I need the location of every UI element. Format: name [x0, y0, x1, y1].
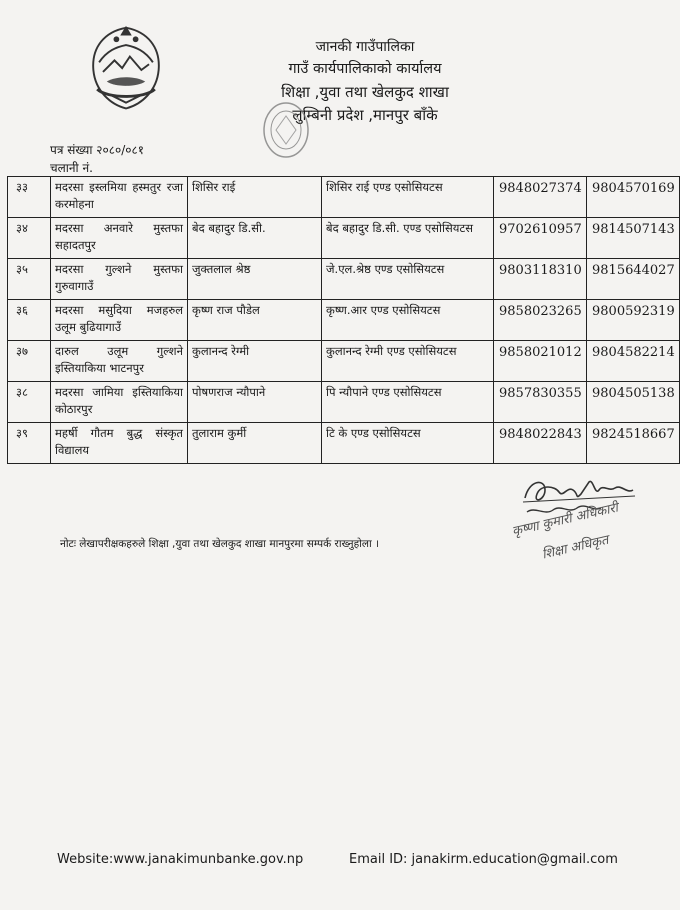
table-row	[8, 177, 680, 218]
cell-institution: मदरसा जामिया इस्तियाकिया कोठारपुर	[51, 382, 188, 423]
cell-serial: ३८	[8, 382, 51, 423]
cell-phone-2: 9824518667	[587, 423, 680, 464]
contact-note: नोटः लेखापरीक्षकहरुले शिक्षा ,युवा तथा खेलकुद शाखा मानपुरमा सम्पर्क राख्नुहोला ।	[60, 538, 380, 550]
header-office: गाउँ कार्यपालिकाको कार्यालय	[288, 61, 442, 77]
cell-firm: जे.एल.श्रेष्ठ एण्ड एसोसियटस	[322, 259, 494, 300]
cell-firm: पि न्यौपाने एण्ड एसोसियटस	[322, 382, 494, 423]
cell-phone-2: 9800592319	[587, 300, 680, 341]
cell-phone-2: 9804582214	[587, 341, 680, 382]
cell-auditor: तुलाराम कुर्मी	[188, 423, 322, 464]
table-row	[8, 218, 680, 259]
cell-phone-1: 9803118310	[494, 259, 587, 300]
cell-institution: महर्षी गौतम बुद्ध संस्कृत विद्यालय	[51, 423, 188, 464]
cell-institution: मदरसा इस्लमिया हस्मतुर रजा करमोहना	[51, 177, 188, 218]
cell-phone-1: 9848027374	[494, 177, 587, 218]
cell-phone-1: 9702610957	[494, 218, 587, 259]
footer-website: Website:www.janakimunbanke.gov.np	[57, 852, 304, 867]
cell-phone-1: 9848022843	[494, 423, 587, 464]
reference-block	[50, 141, 144, 177]
cell-institution: दारुल उलूम गुल्शने इस्तियाकिया भाटनपुर	[51, 341, 188, 382]
cell-firm: कृष्ण.आर एण्ड एसोसियटस	[322, 300, 494, 341]
cell-serial: ३३	[8, 177, 51, 218]
office-stamp-icon	[262, 100, 310, 160]
cell-institution: मदरसा गुल्शने मुस्तफा गुरुवागाउँ	[51, 259, 188, 300]
header-address: लुम्बिनी प्रदेश ,मानपुर बाँके	[292, 106, 438, 124]
cell-auditor: शिसिर राई	[188, 177, 322, 218]
cell-auditor: पोषणराज न्यौपाने	[188, 382, 322, 423]
letter-number: पत्र संख्या २०८०/०८१	[50, 143, 144, 157]
dispatch-number: चलानी नं.	[50, 161, 93, 175]
nepal-government-emblem-icon	[78, 22, 174, 118]
auditor-table	[7, 176, 680, 464]
cell-firm: बेद बहादुर डि.सी. एण्ड एसोसियटस	[322, 218, 494, 259]
cell-serial: ३७	[8, 341, 51, 382]
table-row	[8, 341, 680, 382]
signatory-name: कृष्णा कुमारी अधिकारी	[510, 500, 620, 540]
cell-institution: मदरसा अनवारे मुस्तफा सहादतपुर	[51, 218, 188, 259]
cell-phone-1: 9857830355	[494, 382, 587, 423]
cell-auditor: जुक्तलाल श्रेष्ठ	[188, 259, 322, 300]
cell-serial: ३६	[8, 300, 51, 341]
table-row	[8, 259, 680, 300]
table-row	[8, 382, 680, 423]
cell-serial: ३९	[8, 423, 51, 464]
cell-firm: टि के एण्ड एसोसियटस	[322, 423, 494, 464]
cell-firm: कुलानन्द रेग्मी एण्ड एसोसियटस	[322, 341, 494, 382]
cell-phone-2: 9815644027	[587, 259, 680, 300]
cell-firm: शिसिर राई एण्ड एसोसियटस	[322, 177, 494, 218]
cell-phone-2: 9814507143	[587, 218, 680, 259]
header-municipality: जानकी गाउँपालिका	[315, 39, 415, 55]
table-row	[8, 300, 680, 341]
header-branch: शिक्षा ,युवा तथा खेलकुद शाखा	[281, 83, 449, 101]
cell-institution: मदरसा मसुदिया मजहरुल उलूम बुढियागाउँ	[51, 300, 188, 341]
table-row	[8, 423, 680, 464]
cell-serial: ३५	[8, 259, 51, 300]
cell-phone-1: 9858023265	[494, 300, 587, 341]
cell-serial: ३४	[8, 218, 51, 259]
cell-phone-1: 9858021012	[494, 341, 587, 382]
footer-email: Email ID: janakirm.education@gmail.com	[349, 852, 618, 867]
cell-auditor: बेद बहादुर डि.सी.	[188, 218, 322, 259]
cell-auditor: कृष्ण राज पौडेल	[188, 300, 322, 341]
signatory-title: शिक्षा अधिकृत	[540, 532, 611, 563]
cell-phone-2: 9804505138	[587, 382, 680, 423]
cell-auditor: कुलानन्द रेग्मी	[188, 341, 322, 382]
cell-phone-2: 9804570169	[587, 177, 680, 218]
